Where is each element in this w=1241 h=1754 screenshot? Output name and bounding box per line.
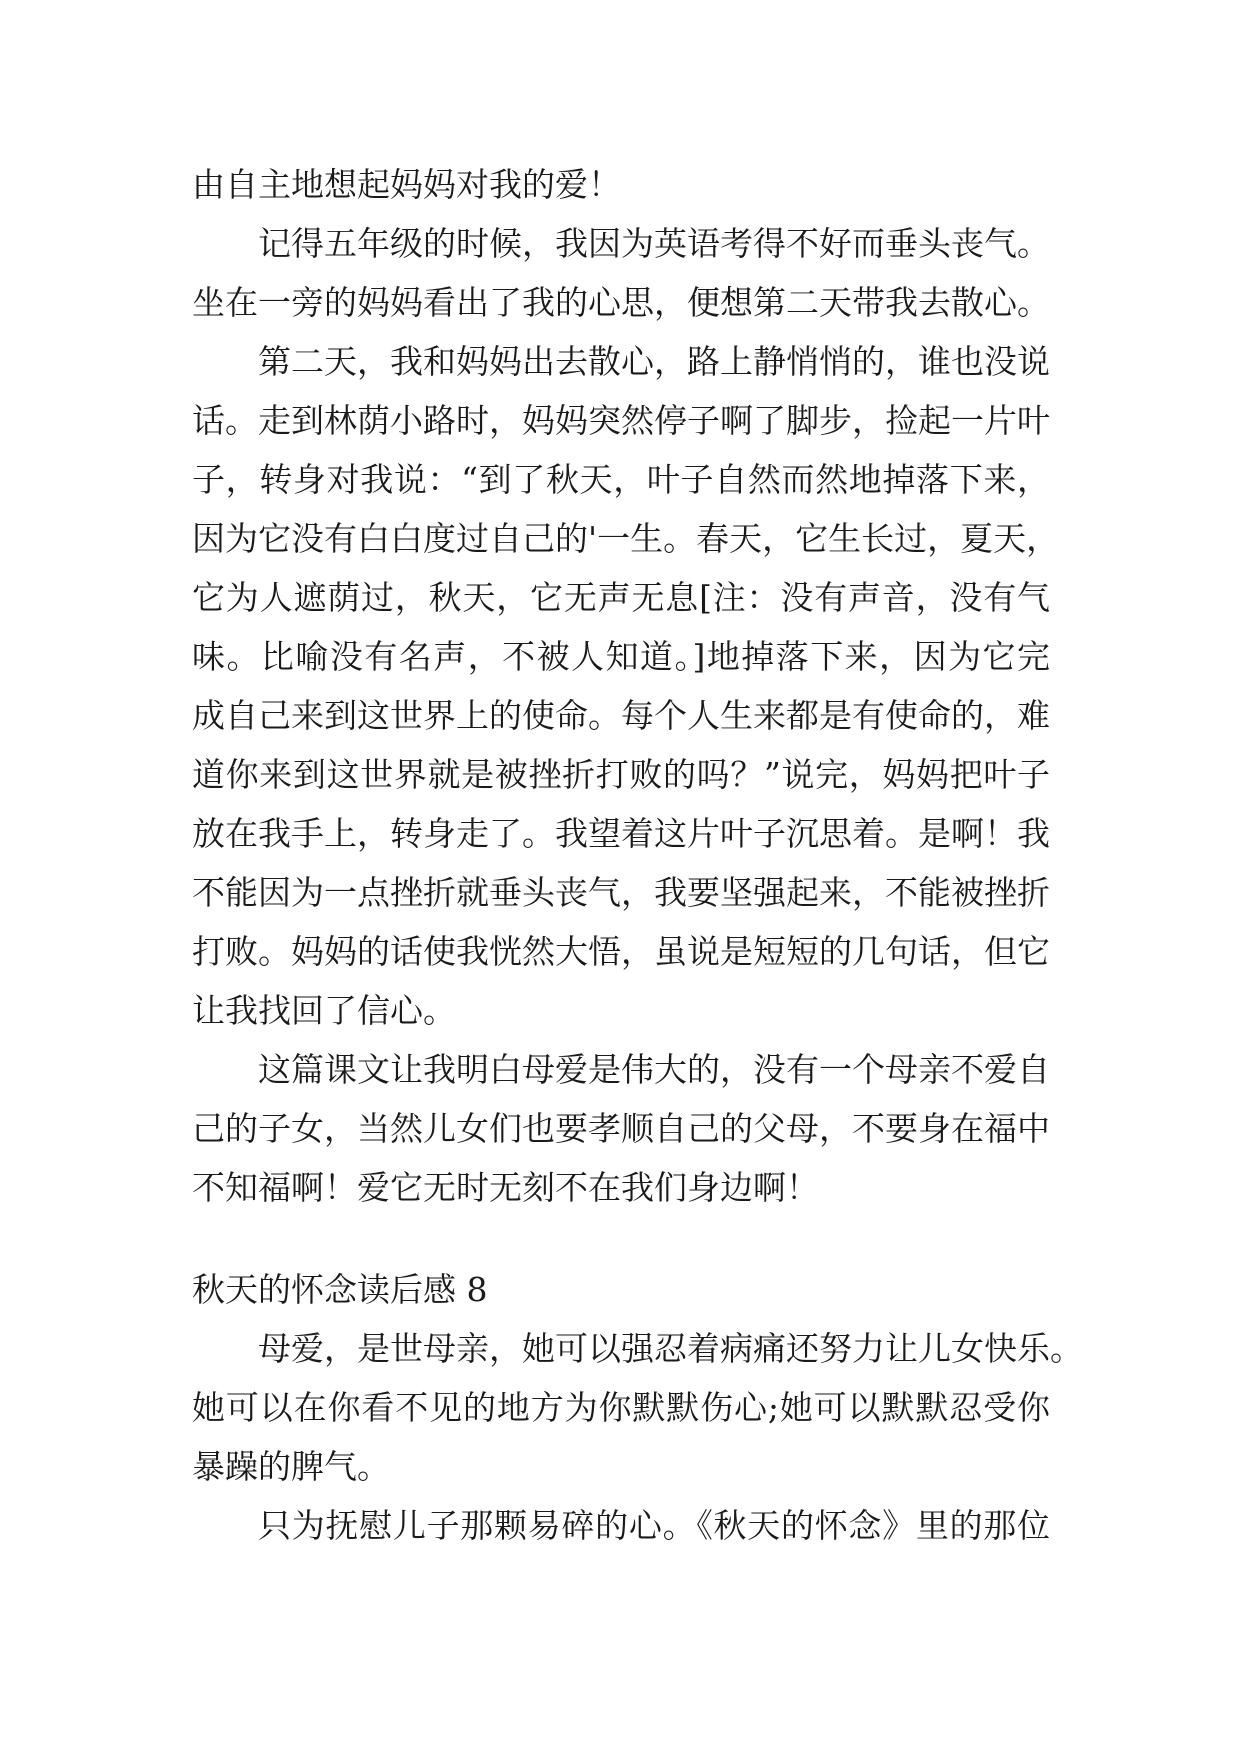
- text-line: 第二天，我和妈妈出去散心，路上静悄悄的，谁也没说: [258, 342, 1050, 381]
- text-line: 己的子女，当然儿女们也要孝顺自己的父母，不要身在福中: [192, 1109, 1050, 1148]
- text-line: 由自主地想起妈妈对我的爱！: [192, 165, 621, 204]
- paragraph: [192, 1040, 1050, 1217]
- text-line: 暴躁的脾气。: [192, 1447, 390, 1486]
- text-line: 记得五年级的时候，我因为英语考得不好而垂头丧气。: [258, 224, 1050, 263]
- text-line: 子，转身对我说：“到了秋天，叶子自然而然地掉落下来，: [192, 460, 1050, 499]
- text-line: 道你来到这世界就是被挫折打败的吗？”说完，妈妈把叶子: [192, 755, 1050, 794]
- section-heading: 秋天的怀念读后感 8: [192, 1270, 488, 1309]
- text-line: 这篇课文让我明白母爱是伟大的，没有一个母亲不爱自: [258, 1050, 1050, 1089]
- text-line: 坐在一旁的妈妈看出了我的心思，便想第二天带我去散心。: [192, 283, 1050, 322]
- text-section: [192, 1260, 1083, 1555]
- text-line: 味。比喻没有名声，不被人知道。]地掉落下来，因为它完: [192, 637, 1050, 676]
- text-line: 打败。妈妈的话使我恍然大悟，虽说是短短的几句话，但它: [192, 932, 1050, 971]
- text-line: 话。走到林荫小路时，妈妈突然停子啊了脚步，捡起一片叶: [192, 401, 1050, 440]
- text-line: 让我找回了信心。: [192, 991, 456, 1030]
- paragraph: [192, 332, 1060, 1040]
- paragraph: [192, 1496, 1050, 1555]
- text-line: 只为抚慰儿子那颗易碎的心。《秋天的怀念》里的那位: [258, 1506, 1050, 1545]
- paragraph: [192, 155, 1050, 214]
- text-line: 放在我手上，转身走了。我望着这片叶子沉思着。是啊！我: [192, 814, 1050, 853]
- text-line: 不知福啊！爱它无时无刻不在我们身边啊！: [192, 1168, 819, 1207]
- text-line: 不能因为一点挫折就垂头丧气，我要坚强起来，不能被挫折: [192, 873, 1050, 912]
- paragraph: [192, 214, 1050, 332]
- text-line: 它为人遮荫过，秋天，它无声无息[注：没有声音，没有气: [192, 578, 1050, 617]
- paragraph: [192, 1319, 1083, 1496]
- text-line: 因为它没有白白度过自己的'一生。春天，它生长过，夏天，: [192, 519, 1060, 558]
- text-line: 她可以在你看不见的地方为你默默伤心;她可以默默忍受你: [192, 1388, 1050, 1427]
- text-line: 母爱，是世母亲，她可以强忍着病痛还努力让儿女快乐。: [258, 1329, 1083, 1368]
- text-section: [192, 155, 1060, 1217]
- text-line: 成自己来到这世界上的使命。每个人生来都是有使命的，难: [192, 696, 1050, 735]
